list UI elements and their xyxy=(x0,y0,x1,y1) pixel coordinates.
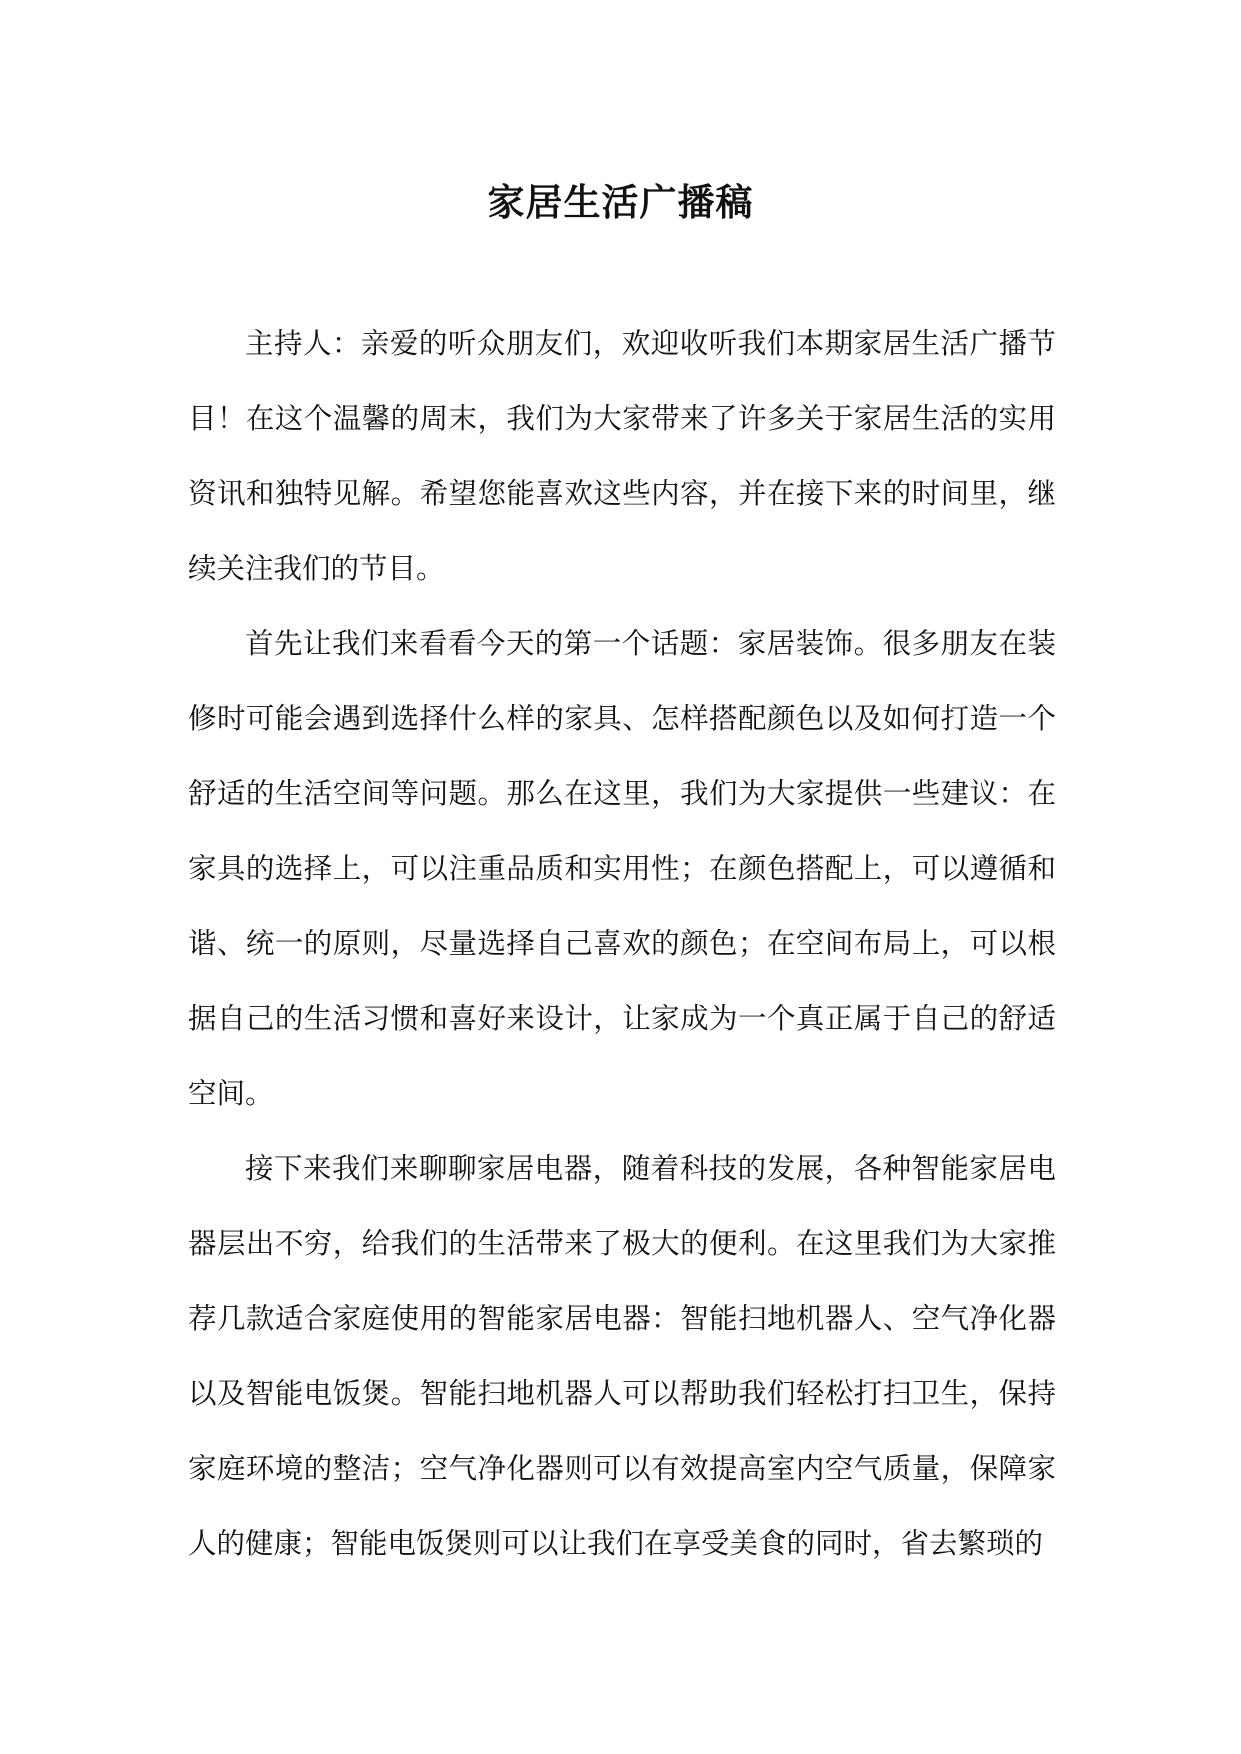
paragraph-intro: 主持人：亲爱的听众朋友们，欢迎收听我们本期家居生活广播节目！在这个温馨的周末，我们为大家带来了许多关于家居生活的实用资讯和独特见解。希望您能喜欢这些内容，并在接下来的时间里，继续关注我们的节目。 xyxy=(188,327,1056,585)
document-body xyxy=(188,306,1056,1581)
paragraph-home-appliances: 接下来我们来聊聊家居电器，随着科技的发展，各种智能家居电器层出不穷，给我们的生活带来了极大的便利。在这里我们为大家推荐几款适合家庭使用的智能家居电器：智能扫地机器人、空气净化器以及智能电饭煲。智能扫地机器人可以帮助我们轻松打扫卫生，保持家庭环境的整洁；空气净化器则可以有效提高室内空气质量，保障家人的健康；智能电饭煲则可以让我们在享受美食的同时，省去繁琐的 xyxy=(188,1152,1056,1560)
paragraph-home-decoration: 首先让我们来看看今天的第一个话题：家居装饰。很多朋友在装修时可能会遇到选择什么样的家具、怎样搭配颜色以及如何打造一个舒适的生活空间等问题。那么在这里，我们为大家提供一些建议：在家具的选择上，可以注重品质和实用性；在颜色搭配上，可以遵循和谐、统一的原则，尽量选择自己喜欢的颜色；在空间布局上，可以根据自己的生活习惯和喜好来设计，让家成为一个真正属于自己的舒适空间。 xyxy=(188,627,1056,1110)
document-title: 家居生活广播稿 xyxy=(487,180,754,224)
